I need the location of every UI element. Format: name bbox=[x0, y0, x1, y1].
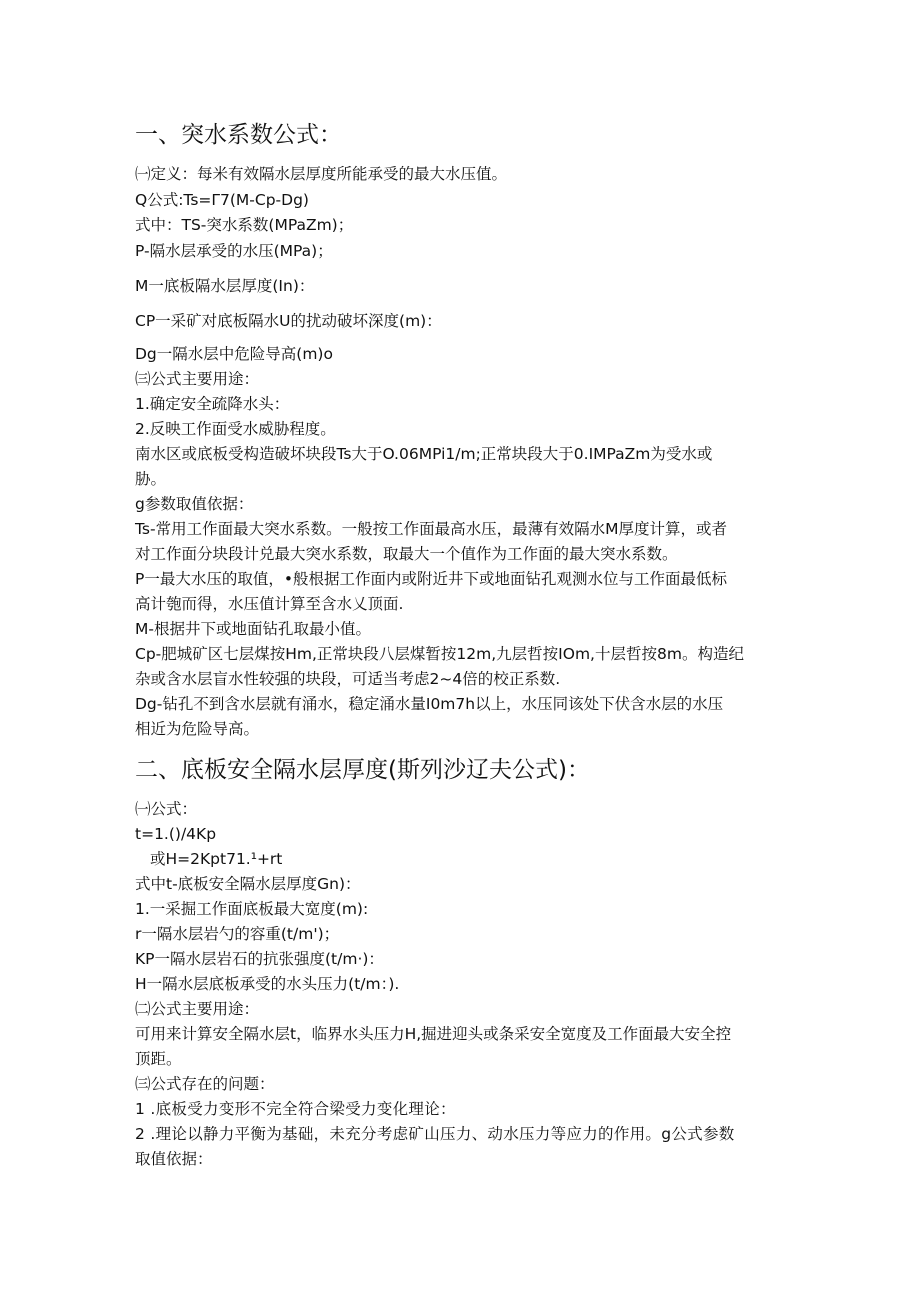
cp-basis: Cp-肥城矿区七层煤按Hm,正常块段八层煤暂按12m,九层哲按IOm,十层哲按8m。构造纪 bbox=[135, 645, 744, 663]
ts-basis: Ts-常用工作面最大突水系数。一般按工作面最高水压，最薄有效隔水M厚度计算，或者 bbox=[135, 520, 727, 538]
variable-p: P-隔水层承受的水压(MPa)； bbox=[135, 242, 333, 260]
variable-dg: Dg一隔水层中危险导高(m)o bbox=[135, 345, 333, 363]
section2-title: 二、底板安全隔水层厚度(斯列沙辽夫公式)： bbox=[135, 757, 590, 783]
dg-basis-cont: 相近为危险导高。 bbox=[135, 720, 260, 738]
cp-basis-cont: 杂或含水层盲水性较强的块段，可适当考虑2~4倍的校正系数. bbox=[135, 670, 561, 688]
threshold-text: 南水区或底板受构造破坏块段Ts大于O.06MPi1/m;正常块段大于0.IMPaZm为受水或 bbox=[135, 445, 713, 463]
variable-h: H一隔水层底板承受的水头压力(t/m：). bbox=[135, 975, 400, 993]
dg-basis: Dg-钻孔不到含水层就有涌水，稳定涌水量I0m7h以上，水压同该处下伏含水层的水压 bbox=[135, 695, 724, 713]
issues-heading: ㈢公式存在的问题： bbox=[135, 1075, 275, 1093]
usage-heading-2: ㈡公式主要用途： bbox=[135, 1000, 260, 1018]
variable-m: M一底板隔水层厚度(In)： bbox=[135, 277, 315, 295]
variable-l: 1.一采掘工作面底板最大宽度(m): bbox=[135, 900, 369, 918]
m-basis: M-根据井下或地面钻孔取最小值。 bbox=[135, 620, 371, 638]
variable-kp: KP一隔水层岩石的抗张强度(t/m·)： bbox=[135, 950, 384, 968]
usage-heading: ㈢公式主要用途： bbox=[135, 370, 260, 388]
formula-heading: ㈠公式： bbox=[135, 800, 198, 818]
definition-line: ㈠定义：每米有效隔水层厚度所能承受的最大水压值。 bbox=[135, 165, 508, 183]
usage-item-1: 1.确定安全疏降水头： bbox=[135, 395, 290, 413]
issue-item-2: 2 .理论以静力平衡为基础，未充分考虑矿山压力、动水压力等应力的作用。g公式参数 bbox=[135, 1125, 735, 1143]
issue-item-2-cont: 取值依据： bbox=[135, 1150, 213, 1168]
formula-h: 或H=2Kpt71.¹+rt bbox=[150, 850, 283, 868]
formula-t: t=1.()∕4Kp bbox=[135, 825, 217, 843]
usage-item-2: 2.反映工作面受水威胁程度。 bbox=[135, 420, 336, 438]
variable-ts: 式中：TS-突水系数(MPaZm)； bbox=[135, 216, 354, 234]
ts-basis-cont: 对工作面分块段计兑最大突水系数，取最大一个值作为工作面的最大突水系数。 bbox=[135, 545, 678, 563]
p-basis-cont: 高计匏而得，水压值计算至含水乂顶面. bbox=[135, 595, 404, 613]
threshold-text-cont: 胁。 bbox=[135, 470, 167, 488]
section1-title: 一、突水系数公式： bbox=[135, 122, 342, 148]
variable-r: r一隔水层岩勺的容重(t∕m')； bbox=[135, 925, 340, 943]
issue-item-1: 1 .底板受力变形不完全符合梁受力变化理论： bbox=[135, 1100, 456, 1118]
formula-line: Q公式:Ts=Γ7(M-Cp-Dg) bbox=[135, 191, 309, 209]
usage-text-cont: 顶距。 bbox=[135, 1050, 182, 1068]
usage-text: 可用来计算安全隔水层t，临界水头压力H,掘进迎头或条采安全宽度及工作面最大安全控 bbox=[135, 1025, 732, 1043]
variable-cp: CP一采矿对底板隔水U的扰动破坏深度(m)： bbox=[135, 312, 442, 330]
parameter-basis-heading: g参数取值依据： bbox=[135, 495, 254, 513]
variable-t: 式中t-底板安全隔水层厚度Gn)： bbox=[135, 875, 361, 893]
p-basis: P一最大水压的取值，•般根据工作面内或附近井下或地面钻孔观测水位与工作面最低标 bbox=[135, 570, 727, 588]
